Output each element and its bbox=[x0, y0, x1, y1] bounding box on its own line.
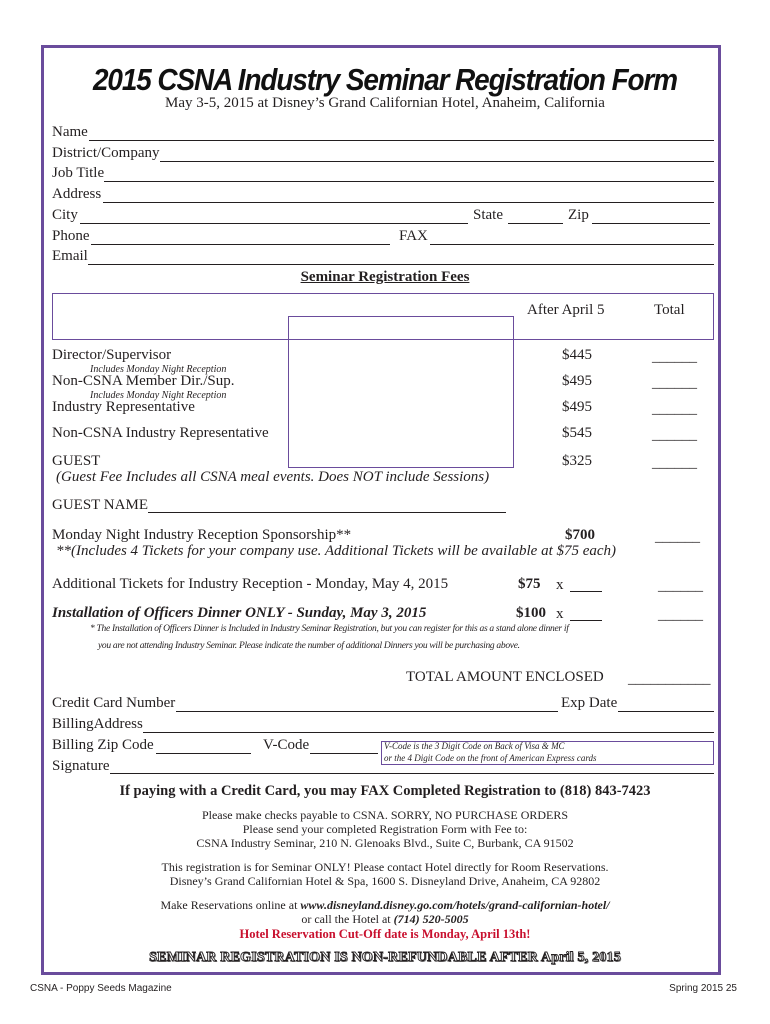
checks-line-2: Please send your completed Registration Form with Fee to: bbox=[242, 822, 528, 836]
hotel-line-1: This registration is for Seminar ONLY! Please contact Hotel directly for Room Reservations. bbox=[161, 860, 609, 874]
state-label: State bbox=[473, 207, 503, 223]
tickets-x: x bbox=[556, 577, 564, 593]
sponsorship-note: **(Includes 4 Tickets for your company use. Additional Tickets will be available at $75 each) bbox=[56, 543, 617, 559]
fee-row-price: $325 bbox=[562, 453, 592, 469]
dinner-note-1: * The Installation of Officers Dinner is Included in Industry Seminar Registration, but you can register for this as a stand alone dinner if bbox=[90, 624, 569, 634]
sponsorship-label: Monday Night Industry Reception Sponsorship** bbox=[52, 527, 352, 543]
dinner-price: $100 bbox=[516, 605, 546, 621]
fee-row-label: Director/Supervisor bbox=[52, 347, 172, 363]
district-label: District/Company bbox=[52, 145, 160, 161]
total-field[interactable]: ___________ bbox=[628, 671, 711, 687]
dinner-total[interactable]: ______ bbox=[658, 607, 703, 623]
fee-row-note: Includes Monday Night Reception bbox=[90, 364, 227, 375]
email-field[interactable] bbox=[88, 264, 714, 265]
fee-row-total[interactable]: ______ bbox=[652, 349, 697, 365]
cutoff-notice: Hotel Reservation Cut-Off date is Monday, April 13th! bbox=[239, 927, 531, 941]
fees-heading: Seminar Registration Fees bbox=[300, 269, 470, 285]
city-label: City bbox=[52, 207, 78, 223]
tickets-price: $75 bbox=[518, 576, 541, 592]
form-subtitle: May 3-5, 2015 at Disney’s Grand Californian Hotel, Anaheim, California bbox=[165, 95, 605, 111]
col-total: Total bbox=[654, 302, 685, 318]
fax-instruction: If paying with a Credit Card, you may FAX Completed Registration to (818) 843-7423 bbox=[119, 783, 651, 799]
dinner-label: Installation of Officers Dinner ONLY - Sunday, May 3, 2015 bbox=[52, 605, 427, 621]
tickets-total[interactable]: ______ bbox=[658, 578, 703, 594]
card-number-label: Credit Card Number bbox=[52, 695, 176, 711]
dinner-qty-field[interactable] bbox=[570, 620, 602, 621]
vcode-field[interactable] bbox=[310, 753, 378, 754]
guest-name-field[interactable] bbox=[148, 512, 506, 513]
hotel-line-2: Disney’s Grand Californian Hotel & Spa, 1600 S. Disneyland Drive, Anaheim, CA 92802 bbox=[169, 874, 601, 888]
fee-row-note: Includes Monday Night Reception bbox=[90, 390, 227, 401]
fee-row-price: $495 bbox=[562, 399, 592, 415]
footer-left: CSNA - Poppy Seeds Magazine bbox=[30, 983, 172, 994]
exp-date-label: Exp Date bbox=[561, 695, 618, 711]
vcode-help-2: or the 4 Digit Code on the front of American Express cards bbox=[384, 753, 597, 763]
email-label: Email bbox=[52, 248, 88, 264]
address-label: Address bbox=[52, 186, 102, 202]
phone-field[interactable] bbox=[91, 244, 390, 245]
col-after-april: After April 5 bbox=[527, 302, 605, 318]
address-field[interactable] bbox=[103, 202, 714, 203]
hotel-online-line bbox=[0, 898, 770, 913]
fee-row-label: Non-CSNA Member Dir./Sup. bbox=[52, 373, 235, 389]
fee-row-label: Non-CSNA Industry Representative bbox=[52, 425, 269, 441]
vcode-label: V-Code bbox=[263, 737, 310, 753]
hotel-call-line bbox=[0, 912, 770, 927]
guest-name-label: GUEST NAME bbox=[52, 497, 148, 513]
fee-row-label: GUEST bbox=[52, 453, 101, 469]
signature-label: Signature bbox=[52, 758, 110, 774]
fee-row-label: Industry Representative bbox=[52, 399, 195, 415]
hotel-url-link[interactable]: www.disneyland.disney.go.com/hotels/grand-californian-hotel/ bbox=[300, 898, 610, 912]
job-title-label: Job Title bbox=[52, 165, 105, 181]
tickets-qty-field[interactable] bbox=[570, 591, 602, 592]
dinner-x: x bbox=[556, 606, 564, 622]
form-title: 2015 CSNA Industry Seminar Registration Form bbox=[92, 62, 678, 97]
fee-row-total[interactable]: ______ bbox=[652, 427, 697, 443]
billing-address-label: BillingAddress bbox=[52, 716, 143, 732]
zip-label: Zip bbox=[568, 207, 589, 223]
fee-row-price: $495 bbox=[562, 373, 592, 389]
district-field[interactable] bbox=[160, 161, 714, 162]
checks-line-3: CSNA Industry Seminar, 210 N. Glenoaks Blvd., Suite C, Burbank, CA 91502 bbox=[196, 836, 574, 850]
name-field[interactable] bbox=[89, 140, 714, 141]
sponsorship-price: $700 bbox=[565, 527, 595, 543]
fee-row-total[interactable]: ______ bbox=[652, 375, 697, 391]
fee-row-total[interactable]: ______ bbox=[652, 455, 697, 471]
total-label: TOTAL AMOUNT ENCLOSED bbox=[406, 669, 604, 685]
call-prefix: or call the Hotel at bbox=[301, 912, 394, 926]
checks-line-1: Please make checks payable to CSNA. SORRY, NO PURCHASE ORDERS bbox=[201, 808, 569, 822]
state-field[interactable] bbox=[508, 223, 563, 224]
fax-label: FAX bbox=[399, 228, 428, 244]
phone-label: Phone bbox=[52, 228, 90, 244]
name-label: Name bbox=[52, 124, 88, 140]
dinner-note-2: you are not attending Industry Seminar. Please indicate the number of additional Dinners you will be purchasing above. bbox=[98, 641, 520, 651]
zip-field[interactable] bbox=[592, 223, 710, 224]
billing-zip-label: Billing Zip Code bbox=[52, 737, 154, 753]
online-prefix: Make Reservations online at bbox=[160, 898, 301, 912]
city-field[interactable] bbox=[80, 223, 468, 224]
card-number-field[interactable] bbox=[176, 711, 558, 712]
billing-address-field[interactable] bbox=[143, 732, 714, 733]
vcode-help-1: V-Code is the 3 Digit Code on Back of Visa & MC bbox=[384, 741, 565, 751]
job-title-field[interactable] bbox=[104, 181, 714, 182]
billing-zip-field[interactable] bbox=[156, 753, 251, 754]
guest-fee-note: (Guest Fee Includes all CSNA meal events. Does NOT include Sessions) bbox=[56, 469, 490, 485]
footer-right: Spring 2015 25 bbox=[669, 983, 737, 994]
hotel-phone: (714) 520-5005 bbox=[393, 912, 469, 926]
sponsorship-total[interactable]: ______ bbox=[655, 529, 700, 545]
exp-date-field[interactable] bbox=[618, 711, 714, 712]
fee-row-price: $545 bbox=[562, 425, 592, 441]
fax-field[interactable] bbox=[430, 244, 714, 245]
fees-inner-box bbox=[288, 316, 514, 468]
tickets-label: Additional Tickets for Industry Reception - Monday, May 4, 2015 bbox=[52, 576, 449, 592]
fee-row-price: $445 bbox=[562, 347, 592, 363]
non-refundable-notice: SEMINAR REGISTRATION IS NON-REFUNDABLE AFTER April 5, 2015 bbox=[149, 950, 621, 965]
signature-field[interactable] bbox=[110, 773, 714, 774]
fee-row-total[interactable]: ______ bbox=[652, 401, 697, 417]
